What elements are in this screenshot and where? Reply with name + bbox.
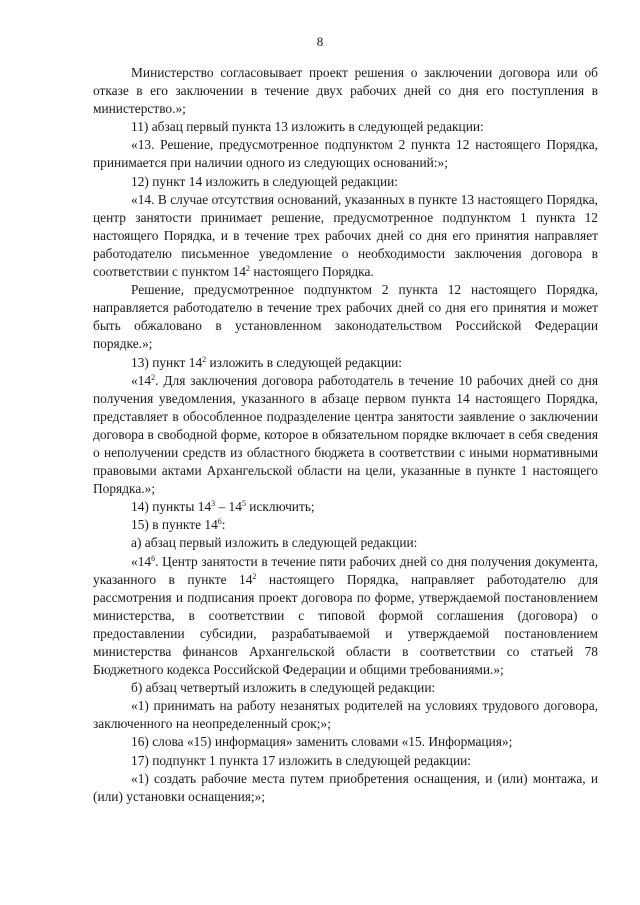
paragraph: «$14^6$. Центр занятости в течение пяти рабочих дней со дня получения документа, указанного в пункте $14^2$ настоящего Порядка, направляет работодателю для рассмотрения и подписания проект договора по форме, утверждаемой постановлением министерства, в соответствии с типовой формой соглашения (договора) о предоставлении субсидии, разрабатываемой и утверждаемой постановлением министерства финансов Архангельской области в соответствии со статьей 78 Бюджетного кодекса Российской Федерации и общими требованиями.»; xyxy=(93,553,598,678)
paragraph: «1) создать рабочие места путем приобретения оснащения, и (или) монтажа, и (или) установки оснащения;»; xyxy=(93,770,598,804)
paragraph: «13. Решение, предусмотренное подпунктом 2 пункта 12 настоящего Порядка, принимается при наличии одного из следующих оснований:»; xyxy=(93,137,598,171)
paragraph: 17) подпункт 1 пункта 17 изложить в следующей редакции: xyxy=(131,752,471,768)
page-number: 8 xyxy=(316,34,324,49)
paragraph: 14) пункты $14^3 - 14^5$ исключить; xyxy=(131,499,315,515)
paragraph: «$14^2$. Для заключения договора работодатель в течение 10 рабочих дней со дня получения уведомления, указанного в абзаце первом пункта 14 настоящего Порядка, представляет в обособленное подразделение центра занятости заявление о заключении договора в свободной форме, которое в обязательном порядке включает в себя сведения о неполучении средств из областного бюджета в соответствии с иными нормативными правовыми актами Архангельской области на цели, указанные в пункте 1 настоящего Порядка.»; xyxy=(93,372,598,497)
paragraph: б) абзац четвертый изложить в следующей редакции: xyxy=(131,680,436,696)
paragraph: 16) слова «15) информация» заменить словами «15. Информация»; xyxy=(131,734,513,750)
paragraph: Министерство согласовывает проект решения о заключении договора или об отказе в его заключении в течение двух рабочих дней со дня его поступления в министерство.»; xyxy=(93,65,598,117)
paragraph: Решение, предусмотренное подпунктом 2 пункта 12 настоящего Порядка, направляется работодателю в течение трех рабочих дней со дня его принятия и может быть обжаловано в установленном законодательством Российской Федерации порядке.»; xyxy=(93,282,598,352)
paragraph: 11) абзац первый пункта 13 изложить в следующей редакции: xyxy=(131,119,484,135)
paragraph: «14. В случае отсутствия оснований, указанных в пункте 13 настоящего Порядка, центр занятости принимает решение, предусмотренное подпунктом 1 пункта 12 настоящего Порядка, и в течение трех рабочих дней со дня его принятия направляет работодателю письменное уведомление о необходимости заключения договора в соответствии с пунктом $14^2$ настоящего Порядка. xyxy=(93,191,598,280)
paragraph: а) абзац первый изложить в следующей редакции: xyxy=(131,535,418,551)
paragraph: 12) пункт 14 изложить в следующей редакции: xyxy=(131,173,399,189)
document-body xyxy=(93,64,598,806)
paragraph: «1) принимать на работу незанятых родителей на условиях трудового договора, заключенного на неопределенный срок;»; xyxy=(93,698,598,732)
paragraph: 15) в пункте $14^6$: xyxy=(131,517,226,533)
paragraph: 13) пункт $14^2$ изложить в следующей редакции: xyxy=(131,354,403,370)
